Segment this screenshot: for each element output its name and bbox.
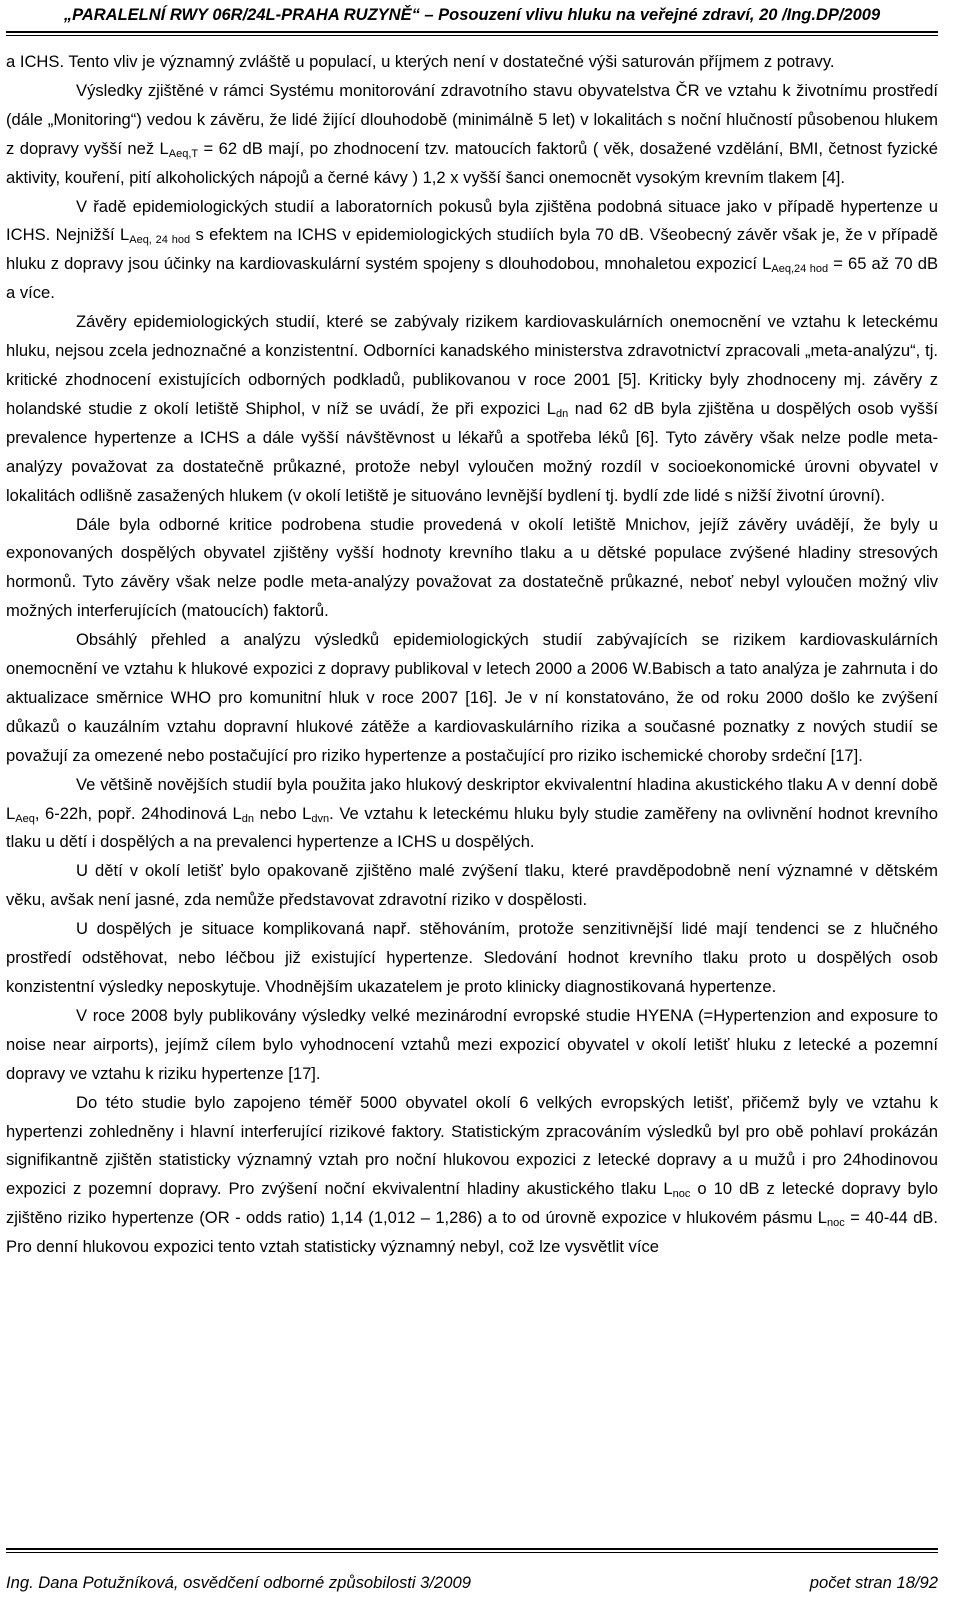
footer-divider: [6, 1548, 938, 1550]
paragraph-11-text-a: Do této studie bylo zapojeno téměř 5000 obyvatel okolí 6 velkých evropských letišť, přičemž byly ve vztahu k hypertenzi zohledněny i hlavní interferující rizikové faktory. Statistickým zpracováním výsledků byl pro obě pohlaví prokázán signifikantně zjištěn statisticky významný vztah pro noční hlukovou expozici z letecké dopravy a u mužů i pro 24hodinovou expozici z pozemní dopravy. Pro zvýšení noční ekvivalentní hladiny akustického tlaku L: [6, 1092, 938, 1199]
paragraph-3-subscript-1: Aeq, 24 hod: [129, 234, 191, 247]
paragraph-3-text-b: s efektem na ICHS v epidemiologických studiích byla 70 dB. Všeobecný závěr však je, že v případě hluku z dopravy jsou účinky na kardiovaskulární systém spojeny s dlouhodobou, mnohaletou expozicí L: [6, 225, 938, 274]
paragraph-11-text-c: = 40-44 dB. Pro denní hlukovou expozici tento vztah statisticky významný nebyl, což lze vysvětlit více: [6, 1208, 938, 1257]
footer-divider-thin: [6, 1552, 938, 1553]
paragraph-7: [6, 771, 938, 858]
paragraph-8: U dětí v okolí letišť bylo opakovaně zjištěno malé zvýšení tlaku, které pravděpodobně není významné v dětském věku, avšak není jasné, zda nemůže představovat zdravotní riziko v dospělosti.: [6, 861, 938, 910]
paragraph-3-subscript-2: Aeq,24 hod: [771, 263, 829, 276]
paragraph-10: V roce 2008 byly publikovány výsledky velké mezinárodní evropské studie HYENA (=Hypertenzion and exposure to noise near airports), jejímž cílem bylo vyhodnocení vztahů mezi expozicí obyvatel v okolí letišť hluku z letecké a pozemní dopravy ve vztahu k riziku hypertenze [17].: [6, 1005, 938, 1083]
paragraph-3: [6, 193, 938, 309]
paragraph-2: [6, 77, 938, 193]
header-divider: [6, 31, 938, 33]
paragraph-4-text-b: nad 62 dB byla zjištěna u dospělých osob vyšší prevalence hypertenze a ICHS a dále vyšší návštěvnost u lékařů a spotřeba léků [6]. Tyto závěry však nelze podle meta-analýzy považovat za dostatečně průkazné, protože nebyl vyloučen možný rozdíl v socioekonomické úrovni obyvatel v lokalitách odlišně zasažených hlukem (v okolí letiště je situováno levnější bydlení tj. bydlí zde lidé s nižší životní úrovní).: [6, 398, 938, 505]
paragraph-3-text-a: V řadě epidemiologických studií a laboratorních pokusů byla zjištěna podobná situace jako v případě hypertenze u ICHS. Nejnižší L: [6, 196, 938, 245]
paragraph-7-text-d: . Ve vztahu k leteckému hluku byly studie zaměřeny na ovlivnění hodnot krevního tlaku u dětí i dospělých a na prevalenci hypertenze a ICHS u dospělých.: [6, 803, 938, 852]
paragraph-9: U dospělých je situace komplikovaná např. stěhováním, protože senzitivnější lidé mají tendenci se z hlučného prostředí odstěhovat, nebo léčbou již existující hypertenze. Sledování hodnot krevního tlaku proto u dospělých osob konzistentní výsledky neposkytuje. Vhodnějším ukazatelem je proto klinicky diagnostikovaná hypertenze.: [6, 919, 938, 996]
document-body: [6, 48, 938, 1262]
paragraph-11-subscript-2: noc: [827, 1217, 845, 1230]
paragraph-7-text-b: , 6-22h, popř. 24hodinová L: [34, 803, 242, 823]
paragraph-4-subscript-1: dn: [555, 407, 569, 420]
paragraph-11-subscript-1: noc: [672, 1188, 691, 1201]
paragraph-1: a ICHS. Tento vliv je významný zvláště u populací, u kterých není v dostatečné výši saturován příjmem z potravy.: [6, 52, 835, 71]
paragraph-7-text-c: nebo L: [254, 803, 312, 823]
paragraph-7-text-a: Ve většině novějších studií byla použita jako hlukový deskriptor ekvivalentní hladina akustického tlaku A v denní době L: [6, 774, 938, 823]
paragraph-5: Dále byla odborné kritice podrobena studie provedená v okolí letiště Mnichov, jejíž závěry uvádějí, že byly u exponovaných dospělých obyvatel zjištěny vyšší hodnoty krevního tlaku a u dětské populace zvýšené hladiny stresových hormonů. Tyto závěry však nelze podle meta-analýzy považovat za dostatečně průkazné, neboť nebyl vyloučen možný vliv možných interferujících (matoucích) faktorů.: [6, 514, 938, 621]
paragraph-6: Obsáhlý přehled a analýzu výsledků epidemiologických studií zabývajících se rizikem kardiovaskulárních onemocnění ve vztahu k hlukové expozici z dopravy publikoval v letech 2000 a 2006 W.Babisch a tato analýza je zahrnuta i do aktualizace směrnice WHO pro komunitní hluk v roce 2007 [16]. Je v ní konstatováno, že od roku 2000 došlo ke zvýšení důkazů o kauzálním vztahu dopravní hlukové zátěže a kardiovaskulárního rizika a současné poznatky z nových studií se považují za omezené nebo postačující pro riziko hypertenze a postačující pro riziko ischemické choroby srdeční [17].: [6, 630, 938, 765]
paragraph-7-subscript-1: Aeq: [15, 812, 35, 825]
paragraph-2-subscript-1: Aeq,T: [168, 147, 199, 160]
paragraph-2-text-a: Výsledky zjištěné v rámci Systému monitorování zdravotního stavu obyvatelstva ČR ve vztahu k životnímu prostředí (dále „Monitoring“) vedou k závěru, že lidé žijící dlouhodobě (minimálně 5 let) v lokalitách s noční hlučností působenou hlukem z dopravy vyšší než L: [6, 80, 938, 158]
paragraph-4-text-a: Závěry epidemiologických studií, které se zabývaly rizikem kardiovaskulárních onemocnění ve vztahu k leteckému hluku, nejsou zcela jednoznačné a konzistentní. Odborníci kanadského ministerstva zdravotnictví zpracovali „meta-analýzu“, tj. kritické zhodnocení existujících odborných podkladů, publikovanou v roce 2001 [5]. Kriticky byly zhodnoceny mj. závěry z holandské studie z okolí letiště Shiphol, v níž se uvádí, že při expozici L: [6, 312, 938, 418]
footer-author: Ing. Dana Potužníková, osvědčení odborné způsobilosti 3/2009: [6, 1573, 471, 1592]
paragraph-7-subscript-3: dvn: [311, 812, 330, 825]
header-divider-thin: [6, 35, 938, 36]
paragraph-11-text-b: o 10 dB z letecké dopravy bylo zjištěno riziko hypertenze (OR - odds ratio) 1,14 (1,012 – 1,286) a to od úrovně expozice v hlukovém pásmu L: [6, 1179, 938, 1228]
footer-page-count: počet stran 18/92: [809, 1573, 938, 1592]
paragraph-7-subscript-2: dn: [241, 812, 255, 825]
paragraph-4: [6, 308, 938, 510]
paragraph-3-text-c: = 65 až 70 dB a více.: [6, 254, 939, 303]
page-header: „PARALELNÍ RWY 06R/24L-PRAHA RUZYNĚ“ – Posouzení vlivu hluku na veřejné zdraví, 20 /Ing.DP/2009: [63, 6, 881, 24]
paragraph-11: [6, 1089, 938, 1262]
paragraph-2-text-b: = 62 dB mají, po zhodnocení tzv. matoucích faktorů ( věk, dosažené vzdělání, BMI, četnost fyzické aktivity, kouření, pití alkoholických nápojů a černé kávy ) 1,2 x vyšší šanci onemocnět vysokým krevním tlakem [4].: [6, 138, 938, 187]
